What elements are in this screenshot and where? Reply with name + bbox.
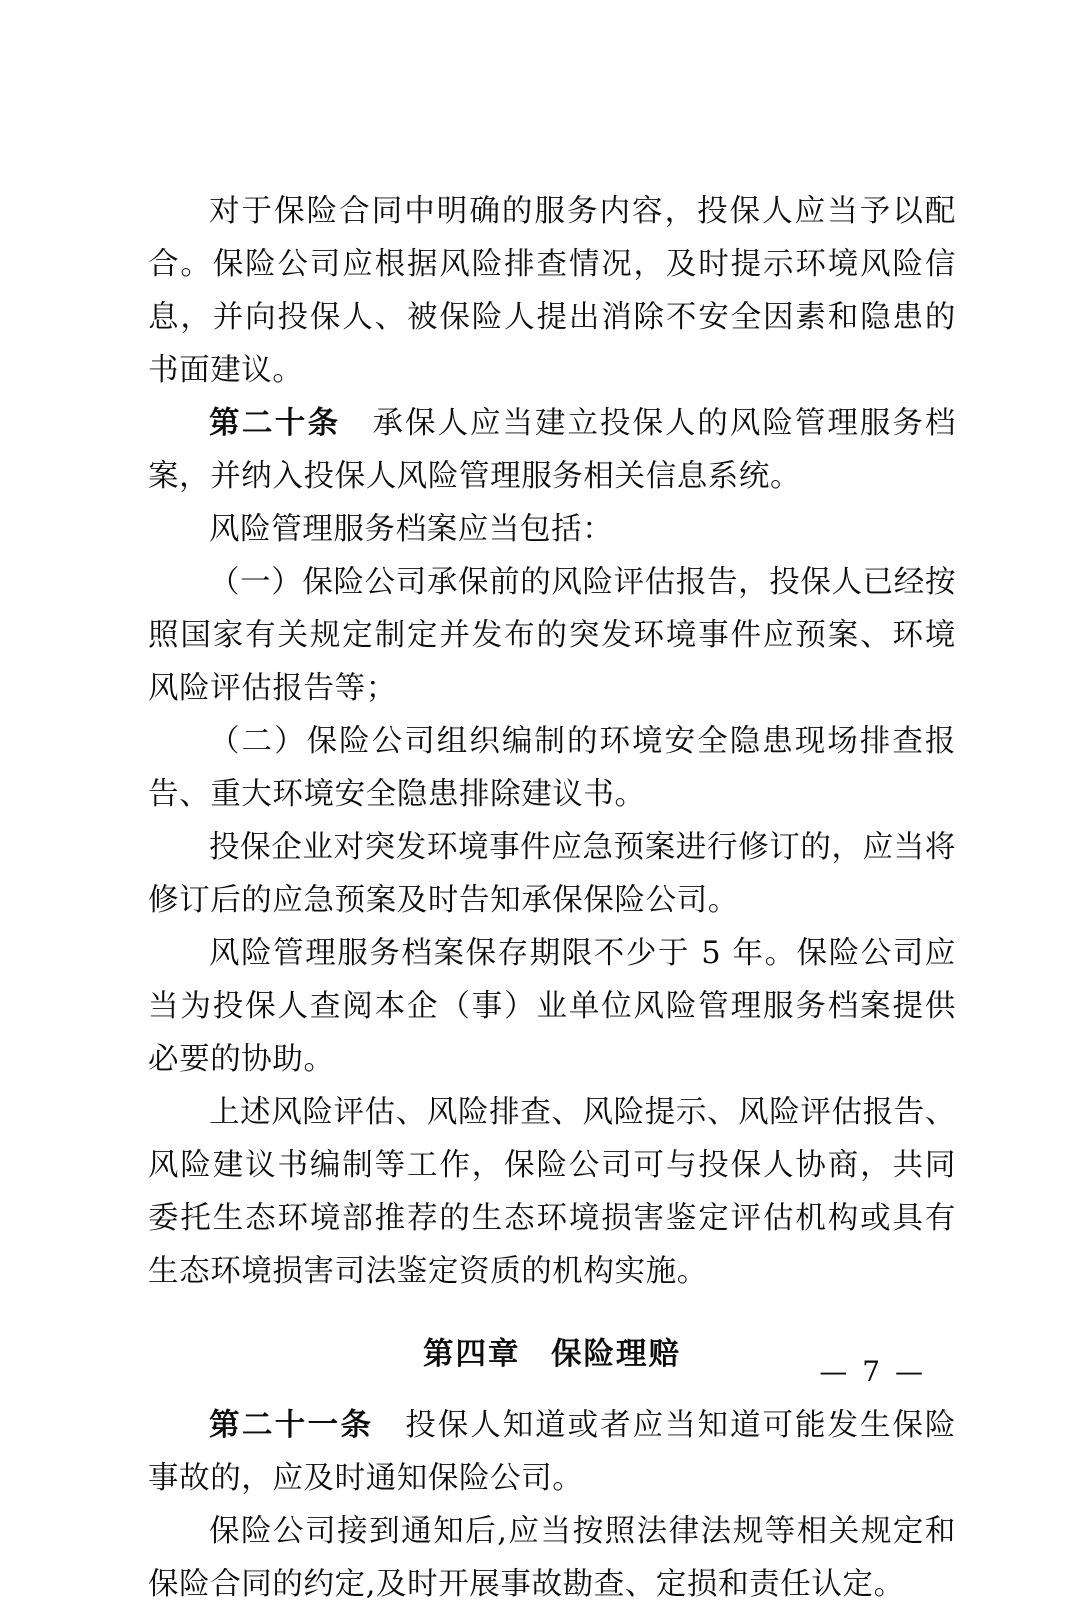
paragraph-service-cooperation: 对于保险合同中明确的服务内容，投保人应当予以配合。保险公司应根据风险排查情况，及时提示环境风险信息，并向投保人、被保险人提出消除不安全因素和隐患的书面建议。 (148, 194, 956, 388)
article-21-text: 投保人知道或者应当知道可能发生保险事故的，应及时通知保险公司。 (148, 1408, 957, 1496)
paragraph-assessment-delegation: 上述风险评估、风险排查、风险提示、风险评估报告、风险建议书编制等工作，保险公司可与投保人协商，共同委托生态环境部推荐的生态环境损害鉴定评估机构或具有生态环境损害司法鉴定资质的机构实施。 (148, 1095, 956, 1289)
paragraph-item-one: （一）保险公司承保前的风险评估报告，投保人已经按照国家有关规定制定并发布的突发环境事件应预案、环境风险评估报告等； (148, 565, 956, 706)
paragraph-item-two: （二）保险公司组织编制的环境安全隐患现场排查报告、重大环境安全隐患排除建议书。 (148, 724, 956, 812)
article-label-21: 第二十一条 (209, 1407, 374, 1443)
article-label-20: 第二十条 (209, 405, 341, 441)
paragraph-article-21 (148, 1399, 956, 1505)
page-number: — 7 — (819, 1355, 926, 1388)
paragraph-archive-retention: 风险管理服务档案保存期限不少于 5 年。保险公司应当为投保人查阅本企（事）业单位风险管理服务档案提供必要的协助。 (148, 936, 956, 1077)
paragraph-claims-handling: 保险公司接到通知后,应当按照法律法规等相关规定和保险合同的约定,及时开展事故勘查、定损和责任认定。 (148, 1514, 956, 1602)
chapter-title: 保险理赔 (551, 1336, 681, 1372)
paragraph-emergency-plan-revision: 投保企业对突发环境事件应急预案进行修订的，应当将修订后的应急预案及时告知承保保险公司。 (148, 830, 956, 918)
chapter-number: 第四章 (423, 1336, 521, 1372)
document-body (148, 185, 956, 1611)
paragraph-archive-includes: 风险管理服务档案应当包括： (209, 512, 614, 547)
article-20-text: 承保人应当建立投保人的风险管理服务档案，并纳入投保人风险管理服务相关信息系统。 (148, 406, 957, 494)
paragraph-article-20 (148, 397, 956, 503)
